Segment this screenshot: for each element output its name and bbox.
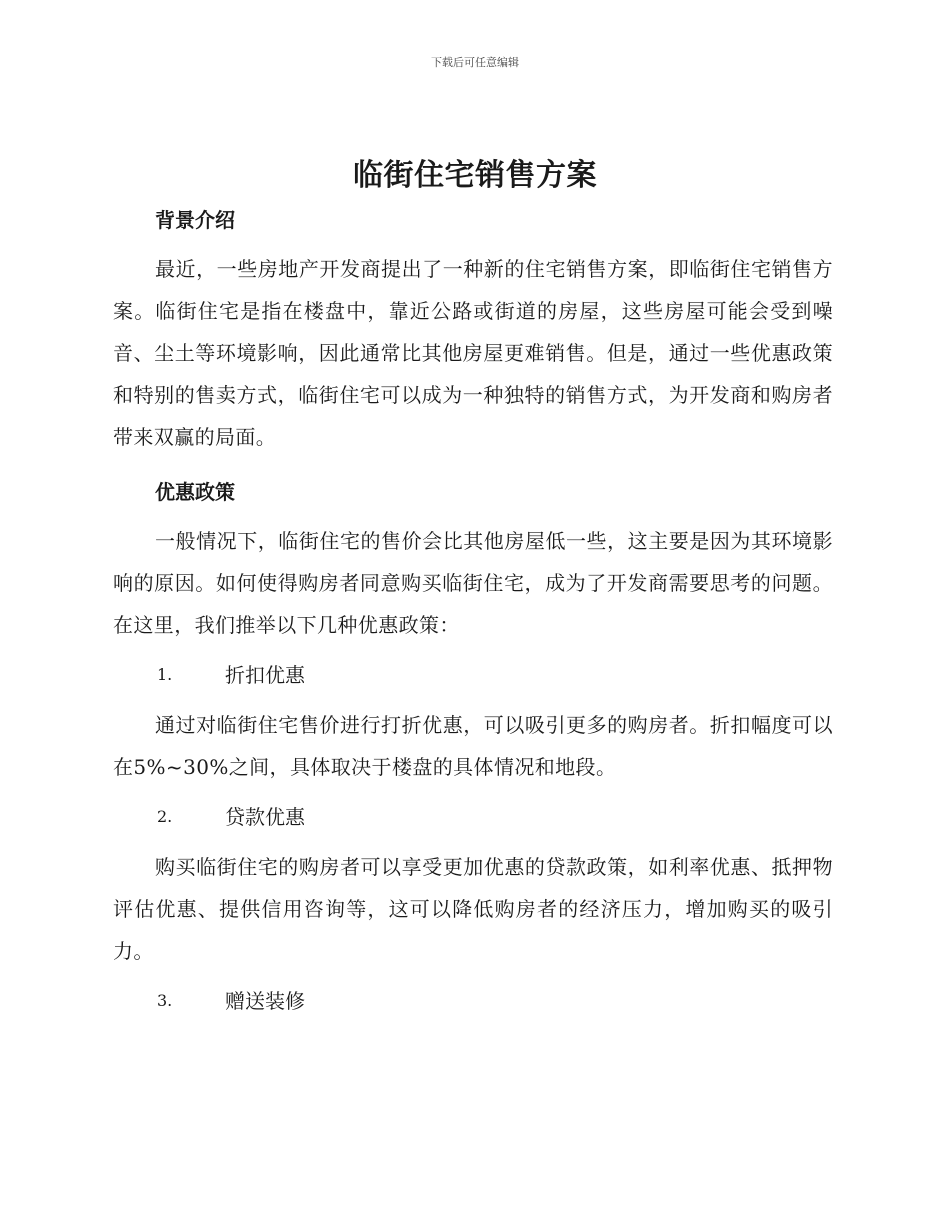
document-body (113, 200, 833, 1022)
section-heading-background: 背景介绍 (155, 208, 235, 232)
list-number: 1. (157, 665, 173, 684)
loan-paragraph: 购买临街住宅的购房者可以享受更加优惠的贷款政策，如利率优惠、抵押物评估优惠、提供信用咨询等，这可以降低购房者的经济压力，增加购买的吸引力。 (113, 855, 833, 963)
list-item-title: 贷款优惠 (225, 805, 305, 829)
background-paragraph: 最近，一些房地产开发商提出了一种新的住宅销售方案，即临街住宅销售方案。临街住宅是指在楼盘中，靠近公路或街道的房屋，这些房屋可能会受到噪音、尘土等环境影响，因此通常比其他房屋更难销售。但是，通过一些优惠政策和特别的售卖方式，临街住宅可以成为一种独特的销售方式，为开发商和购房者带来双赢的局面。 (113, 257, 833, 449)
list-item-title: 赠送装修 (225, 989, 305, 1013)
list-item-discount (113, 654, 833, 696)
list-number: 3. (157, 991, 173, 1010)
section-heading-policies: 优惠政策 (155, 480, 235, 504)
list-number: 2. (157, 807, 173, 826)
list-item-loan (113, 796, 833, 838)
discount-paragraph: 通过对临街住宅售价进行打折优惠，可以吸引更多的购房者。折扣幅度可以在5%~30%之间，具体取决于楼盘的具体情况和地段。 (113, 713, 833, 779)
list-item-title: 折扣优惠 (225, 663, 305, 687)
policies-paragraph: 一般情况下，临街住宅的售价会比其他房屋低一些，这主要是因为其环境影响的原因。如何使得购房者同意购买临街住宅，成为了开发商需要思考的问题。在这里，我们推举以下几种优惠政策： (113, 529, 833, 637)
document-title: 临街住宅销售方案 (353, 158, 597, 193)
header-note: 下载后可任意编辑 (431, 56, 519, 69)
list-item-decoration (113, 980, 833, 1022)
